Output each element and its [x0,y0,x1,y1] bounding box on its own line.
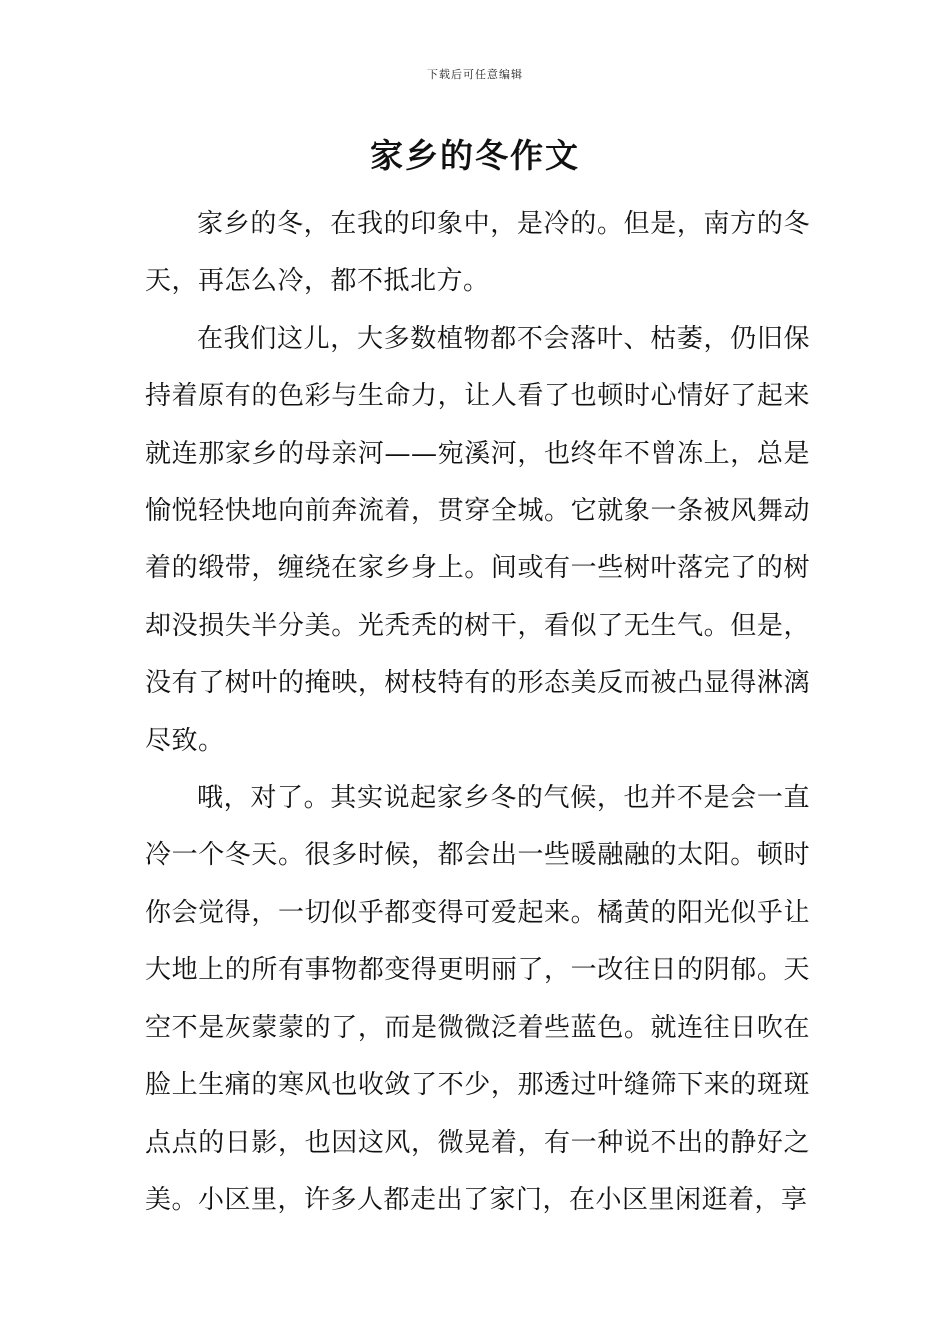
article-body [145,196,810,1229]
paragraph-3: 哦，对了。其实说起家乡冬的气候，也并不是会一直冷一个冬天。很多时候，都会出一些暖融融的太阳。顿时你会觉得，一切似乎都变得可爱起来。橘黄的阳光似乎让大地上的所有事物都变得更明丽了，一改往日的阴郁。天空不是灰蒙蒙的了，而是微微泛着些蓝色。就连往日吹在脸上生痛的寒风也收敛了不少，那透过叶缝筛下来的斑斑点点的日影，也因这风，微晃着，有一种说不出的静好之美。小区里，许多人都走出了家门，在小区里闲逛着，享 [145,783,810,1215]
paragraph-1: 家乡的冬，在我的印象中，是冷的。但是，南方的冬天，再怎么冷，都不抵北方。 [145,209,810,297]
page-title: 家乡的冬作文 [370,136,580,175]
header-note: 下载后可任意编辑 [427,68,523,81]
paragraph-2: 在我们这儿，大多数植物都不会落叶、枯萎，仍旧保持着原有的色彩与生命力，让人看了也顿时心情好了起来就连那家乡的母亲河——宛溪河，也终年不曾冻上，总是愉悦轻快地向前奔流着，贯穿全城。它就象一条被风舞动着的缎带，缠绕在家乡身上。间或有一些树叶落完了的树却没损失半分美。光秃秃的树干，看似了无生气。但是，没有了树叶的掩映，树枝特有的形态美反而被凸显得淋漓尽致。 [145,323,810,756]
